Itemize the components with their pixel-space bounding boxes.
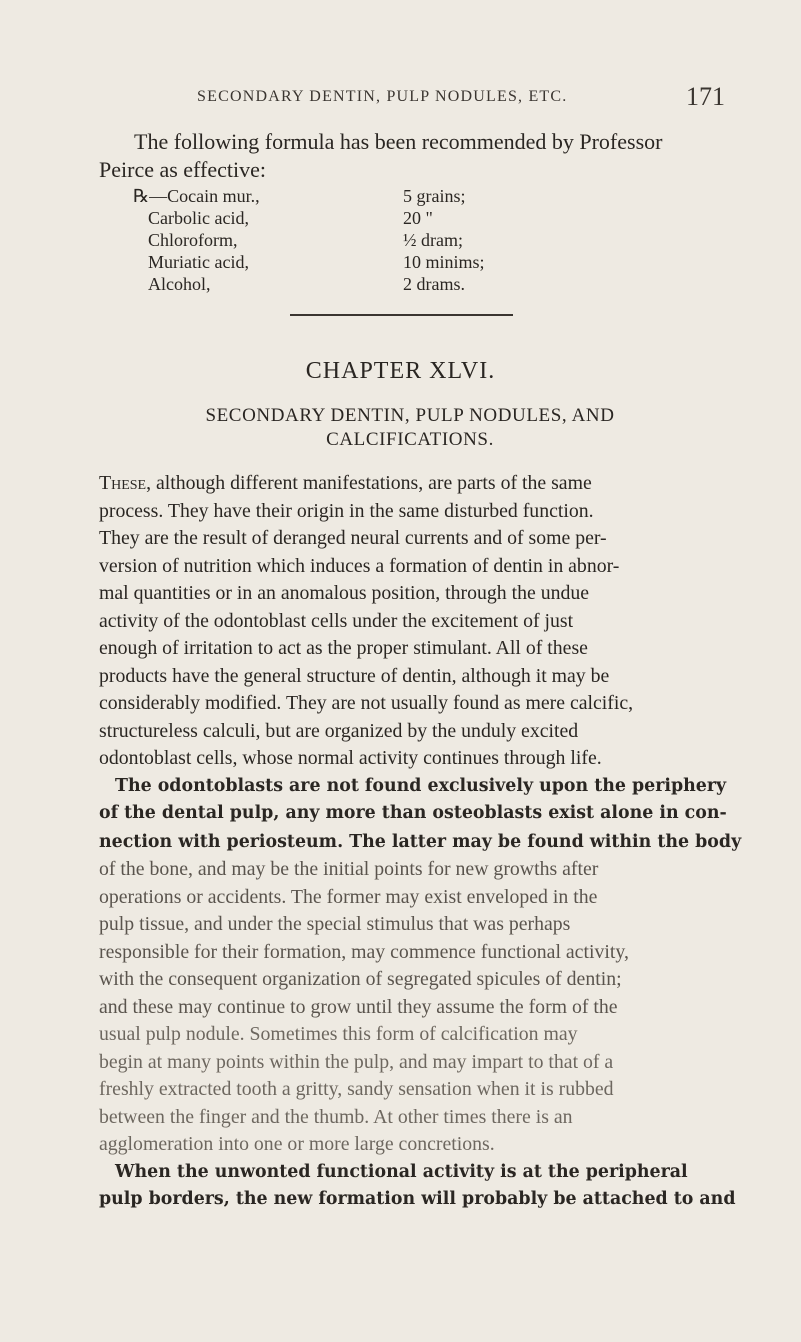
chapter-subtitle-line-1: SECONDARY DENTIN, PULP NODULES, AND: [205, 405, 615, 426]
running-head: SECONDARY DENTIN, PULP NODULES, ETC.: [197, 88, 568, 105]
text-line: activity of the odontoblast cells under the excitement of just: [99, 609, 574, 632]
formula-amount: 20 ": [403, 208, 433, 228]
text-line: When the unwonted functional activity is at the peripheral: [115, 1161, 688, 1182]
text-line: pulp tissue, and under the special stimulus that was perhaps: [99, 913, 571, 935]
chapter-body: [99, 470, 742, 1214]
text-line: usual pulp nodule. Sometimes this form of calcification may: [99, 1023, 578, 1045]
text-line: They are the result of deranged neural currents and of some per-: [99, 527, 607, 549]
formula-ingredient: Carbolic acid,: [148, 208, 249, 228]
text-line: nection with periosteum. The latter may be found within the body: [99, 831, 742, 852]
page-number: 171: [686, 82, 725, 111]
text-line: The odontoblasts are not found exclusively upon the periphery: [115, 775, 727, 796]
text-line: pulp borders, the new formation will probably be attached to and: [99, 1189, 736, 1209]
text-line: freshly extracted tooth a gritty, sandy sensation when it is rubbed: [99, 1078, 614, 1100]
chapter-subtitle-line-2: CALCIFICATIONS.: [326, 429, 494, 450]
formula-ingredient: Alcohol,: [148, 274, 211, 294]
formula-amount: 10 minims;: [403, 252, 485, 272]
text-line: version of nutrition which induces a formation of dentin in abnor-: [99, 554, 620, 577]
text-line: with the consequent organization of segregated spicules of dentin;: [99, 968, 622, 990]
text-line: odontoblast cells, whose normal activity continues through life.: [99, 747, 602, 769]
text-line: structureless calculi, but are organized by the unduly excited: [99, 719, 579, 742]
text-line: responsible for their formation, may commence functional activity,: [99, 940, 629, 963]
text-line: begin at many points within the pulp, and may impart to that of a: [99, 1050, 614, 1073]
text-line: of the dental pulp, any more than osteoblasts exist alone in con-: [99, 803, 727, 823]
text-line: products have the general structure of dentin, although it may be: [99, 664, 610, 687]
text-line: These, although different manifestations, are parts of the same: [99, 472, 592, 494]
opening-word: These,: [99, 472, 152, 494]
text-line: mal quantities or in an anomalous position, through the undue: [99, 582, 590, 604]
section-divider: [290, 314, 513, 316]
formula-amount: 5 grains;: [403, 186, 466, 206]
text-line: operations or accidents. The former may exist enveloped in the: [99, 885, 598, 908]
formula-ingredient: ℞—Cocain mur.,: [133, 186, 260, 206]
intro-line-2: Peirce as effective:: [99, 157, 266, 182]
chapter-subtitle: [150, 404, 670, 452]
formula-ingredient: Chloroform,: [148, 230, 238, 250]
text-line: considerably modified. They are not usually found as mere calcific,: [99, 692, 634, 714]
text-line: agglomeration into one or more large concretions.: [99, 1133, 495, 1155]
formula-ingredient: Muriatic acid,: [148, 252, 249, 272]
intro-line-1: The following formula has been recommended by Professor: [134, 129, 663, 154]
formula-amount: ½ dram;: [403, 230, 463, 250]
text-line: enough of irritation to act as the proper stimulant. All of these: [99, 637, 588, 659]
text-line: between the finger and the thumb. At other times there is an: [99, 1105, 573, 1128]
formula-amount: 2 drams.: [403, 274, 465, 294]
intro-paragraph: [99, 128, 739, 184]
chapter-title: CHAPTER XLVI.: [305, 358, 496, 384]
text-line: and these may continue to grow until they assume the form of the: [99, 995, 618, 1018]
text-line: of the bone, and may be the initial points for new growths after: [99, 858, 599, 880]
text-line: process. They have their origin in the same disturbed function.: [99, 499, 594, 522]
